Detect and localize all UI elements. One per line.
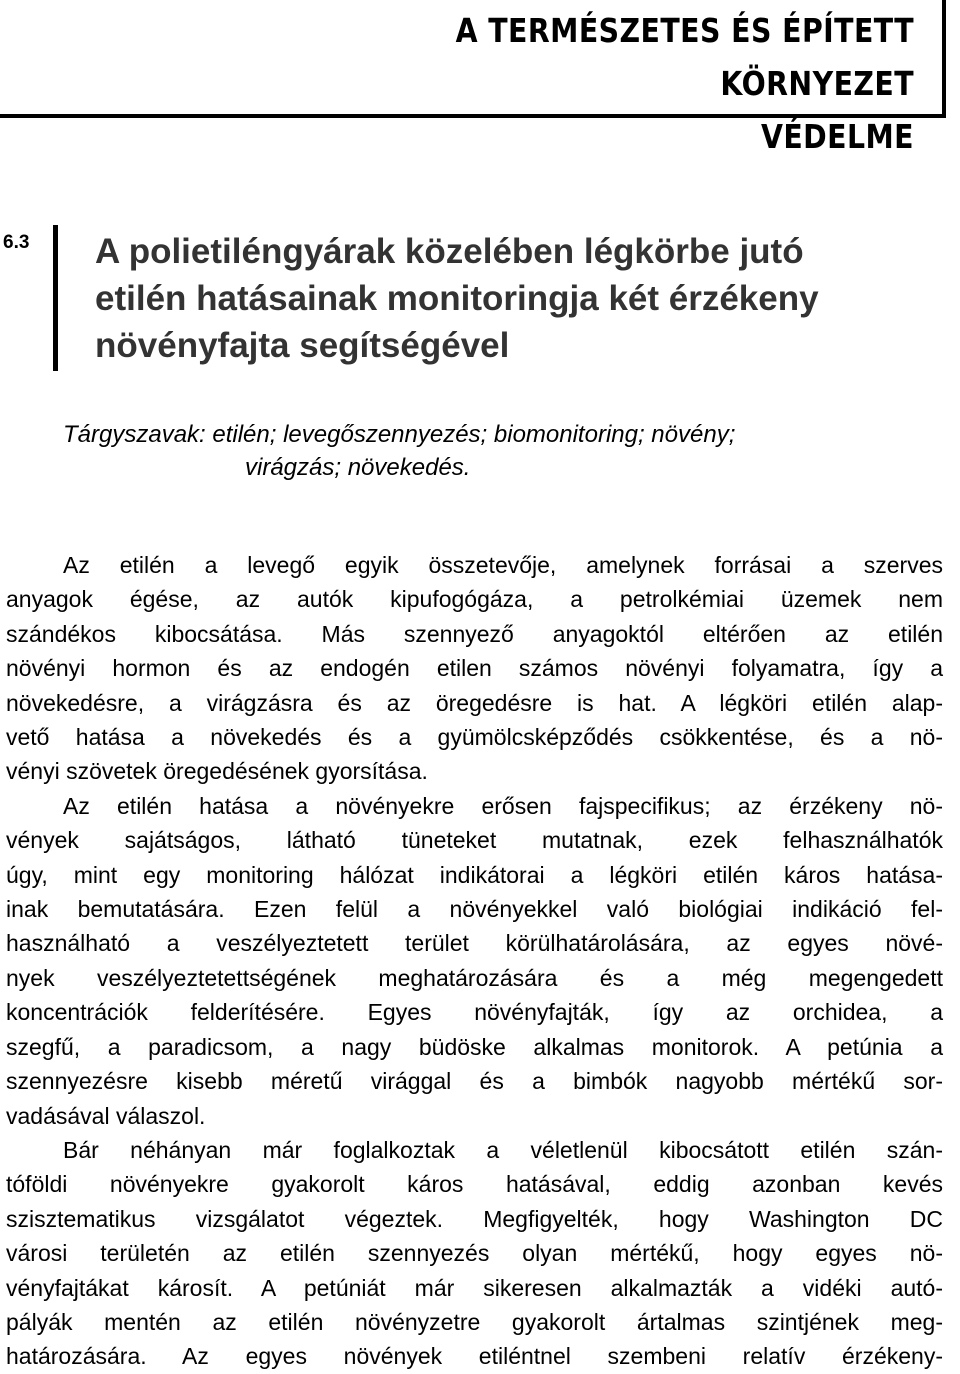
text-line: anyagok égése, az autók kipufogógáza, a petrolkémiai üzemek nem <box>6 586 943 613</box>
text-line: vető hatása a növekedés és a gyümölcsképződés csökkentése, és a nö- <box>6 724 943 751</box>
text-line: növényi hormon és az endogén etilen számos növényi folyamatra, így a <box>6 655 943 682</box>
article-title <box>95 228 955 369</box>
keywords-line: virágzás; növekedés. <box>245 454 471 481</box>
text-line: vényi szövetek öregedésének gyorsítása. <box>6 758 428 785</box>
text-line: pályák mentén az etilén növényzetre gyakorolt ártalmas szintjének meg- <box>6 1308 943 1335</box>
text-line: nyek veszélyeztetettségének meghatározására és a még megengedett <box>6 964 943 991</box>
text-line: szisztematikus vizsgálatot végeztek. Megfigyelték, hogy Washington DC <box>6 1205 943 1232</box>
header-title-line-1: A TERMÉSZETES ÉS ÉPÍTETT KÖRNYEZET <box>455 11 914 103</box>
text-line: határozására. Az egyes növények etiléntnel szembeni relatív érzékeny- <box>6 1343 943 1370</box>
keywords-line: Tárgyszavak: etilén; levegőszennyezés; biomonitoring; növény; <box>63 421 736 448</box>
article-title-line: növényfajta segítségével <box>95 326 510 365</box>
paragraph <box>6 548 943 789</box>
header-box <box>0 0 946 156</box>
text-line: szennyezésre kisebb méretű virággal és a bimbók nagyobb mértékű sor- <box>6 1068 943 1095</box>
running-header-title <box>312 4 914 163</box>
text-line: vények sajátságos, látható tüneteket mutatnak, ezek felhasználhatók <box>6 827 943 854</box>
text-line: koncentrációk felderítésére. Egyes növényfajták, így az orchidea, a <box>6 999 943 1026</box>
text-line: inak bemutatására. Ezen felül a növényekkel való biológiai indikáció fel- <box>6 896 943 923</box>
keywords <box>63 418 943 484</box>
header-title-line-2: VÉDELME <box>760 117 914 156</box>
article-title-line: etilén hatásainak monitoringja két érzékeny <box>95 279 819 318</box>
text-line: Bár néhányan már foglalkoztak a véletlenül kibocsátott etilén szán- <box>63 1136 943 1163</box>
section-number: 6.3 <box>3 232 30 253</box>
text-line: városi területén az etilén szennyezés olyan mértékű, hogy egyes nö- <box>6 1240 943 1267</box>
text-line: növekedésre, a virágzásra és az öregedésre is hat. A légköri etilén alap- <box>6 689 943 716</box>
text-line: vadásával válaszol. <box>6 1102 206 1129</box>
text-line: szegfű, a paradicsom, a nagy büdöske alkalmas monitorok. A petúnia a <box>6 1033 943 1060</box>
text-line: használható a veszélyeztetett terület körülhatárolására, az egyes növé- <box>6 930 943 957</box>
paragraph <box>6 789 943 1133</box>
text-line: Az etilén a levegő egyik összetevője, amelynek forrásai a szerves <box>63 552 943 578</box>
section-divider <box>53 225 58 371</box>
text-line: úgy, mint egy monitoring hálózat indikátorai a légköri etilén káros hatása- <box>6 861 943 888</box>
article-title-line: A polietiléngyárak közelében légkörbe jutó <box>95 232 804 271</box>
body-text <box>6 548 943 1374</box>
text-line: szándékos kibocsátása. Más szennyező anyagoktól eltérően az etilén <box>6 620 943 647</box>
text-line: vényfajtákat károsít. A petúniát már sikeresen alkalmazták a vidéki autó- <box>6 1274 943 1301</box>
paragraph <box>6 1133 943 1374</box>
text-line: Az etilén hatása a növényekre erősen fajspecifikus; az érzékeny nö- <box>63 792 943 819</box>
text-line: tóföldi növényekre gyakorolt káros hatásával, eddig azonban kevés <box>6 1171 943 1198</box>
